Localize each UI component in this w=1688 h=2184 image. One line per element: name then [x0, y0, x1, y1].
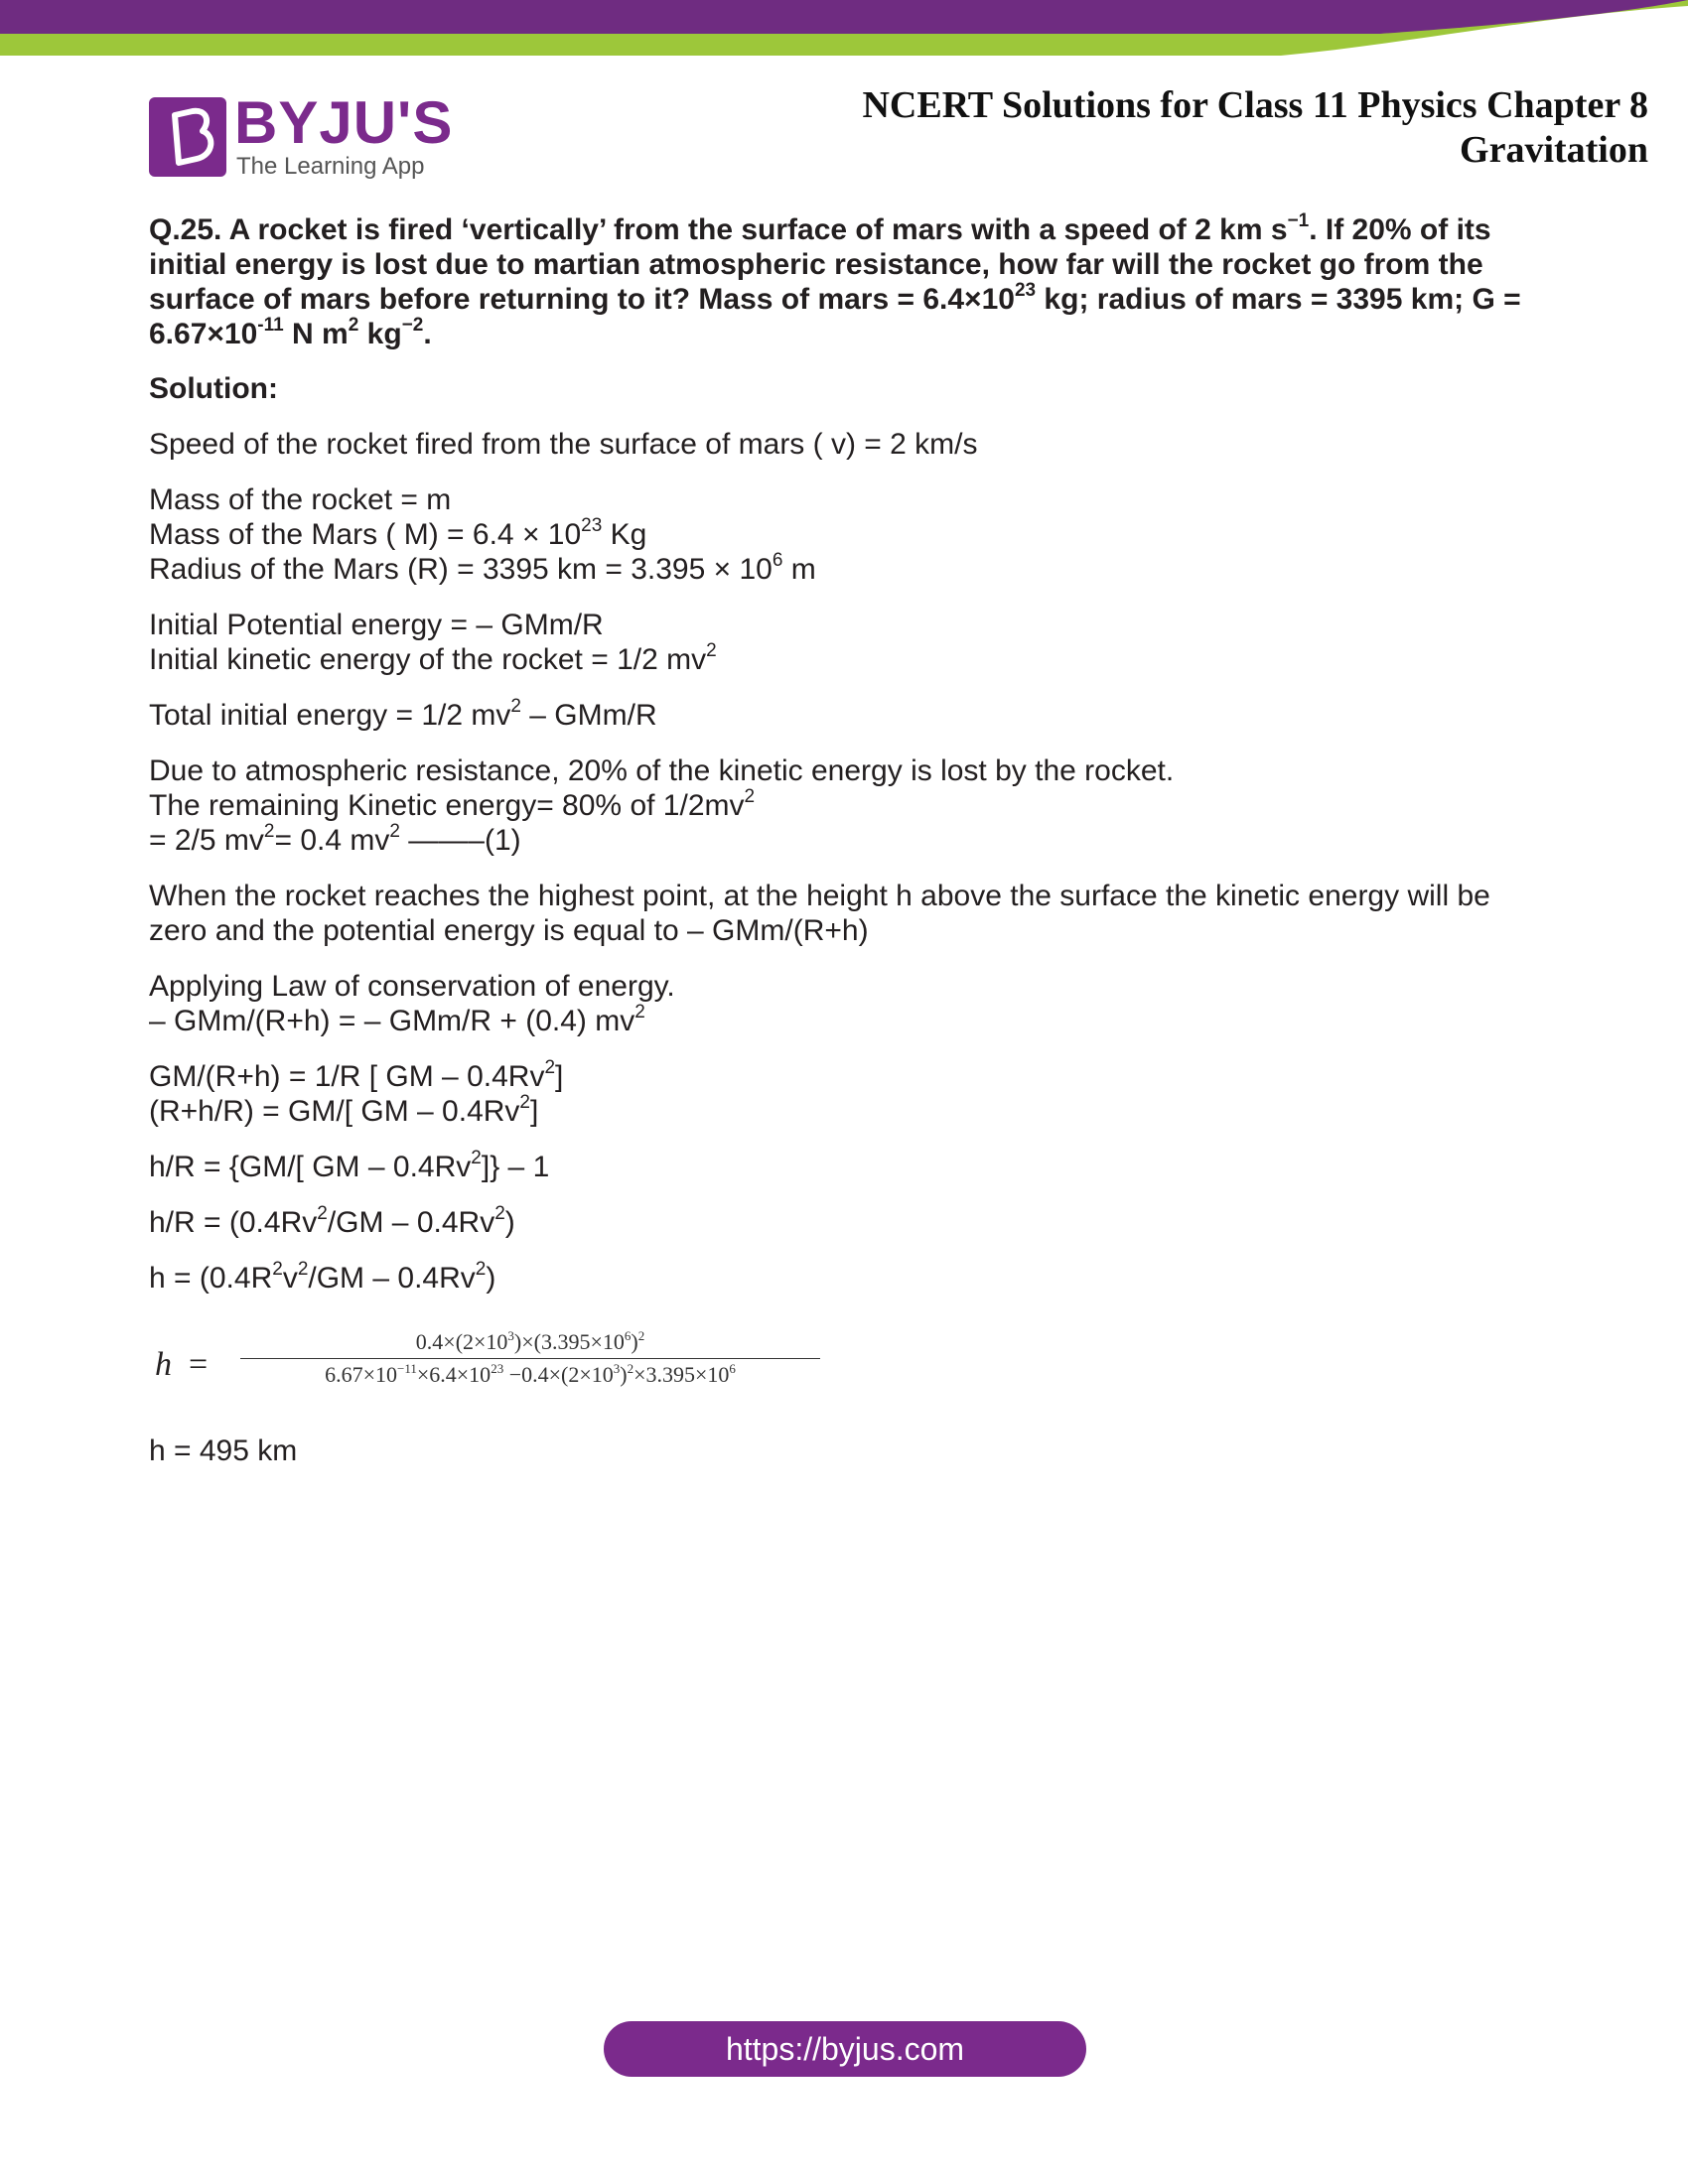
formula-fraction: [240, 1328, 820, 1389]
step-2: (R+h/R) = GM/[ GM – 0.4Rv$^2$]: [149, 1092, 539, 1128]
final-answer: h = 495 km: [149, 1434, 298, 1467]
step-5: $h = (0.4R^2v^2/GM - 0.4Rv^2)$: [149, 1259, 496, 1295]
energy-lines: [149, 608, 1539, 677]
footer-url-link[interactable]: https://byjus.com: [604, 2021, 1086, 2077]
logo-name: BYJU'S: [234, 89, 454, 156]
equation-1-line: = 2/5 $mv^2= 0.4$ $mv^2$ ——–(1): [149, 821, 521, 857]
formula-numerator: $0.4\times(2\times 10^3)\times(3.395\times 10^6)^2$: [240, 1328, 820, 1359]
step-1: GM/(R+h) = 1/R [ GM – 0.4Rv$^2$]: [149, 1057, 564, 1093]
radius-mars-line: Radius of the Mars (R) = 3395 km = $3.395 \times 10^6$ m: [149, 550, 816, 586]
total-energy-line: Total initial energy = 1/2 $mv^2 - GMm/R$: [149, 696, 657, 732]
loss-line: Due to atmospheric resistance, 20% of the kinetic energy is lost by the rocket.: [149, 754, 1175, 787]
header-title-line2: Gravitation: [1460, 129, 1648, 171]
step-1-2: [149, 1059, 1539, 1129]
logo-tagline: The Learning App: [236, 153, 425, 180]
solution-label: Solution:: [149, 372, 278, 405]
conservation-label: Applying Law of conservation of energy.: [149, 970, 675, 1003]
height-formula: [149, 1324, 1539, 1414]
byjus-logo[interactable]: [149, 89, 454, 183]
energy-loss-block: [149, 753, 1539, 858]
logo-b-mark: [149, 97, 226, 177]
content-body: [149, 212, 1539, 1489]
formula-lhs: h: [155, 1346, 172, 1383]
formula-equals: =: [189, 1346, 209, 1383]
kinetic-energy-line: Initial kinetic energy of the rocket = 1/2 $mv^2$: [149, 640, 717, 676]
mass-rocket-line: Mass of the rocket = m: [149, 483, 452, 516]
remaining-ke-line: The remaining Kinetic energy= 80% of $1/2mv^2$: [149, 786, 756, 822]
speed-line: Speed of the rocket fired from the surface of mars ( v) = 2 km/s: [149, 428, 978, 461]
formula-denominator: $6.67\times 10^{-11}\times 6.4\times 10^{23} -0.4\times(2\times 10^3)^2\times 3.395\times 10^6$: [325, 1360, 736, 1387]
given-values: [149, 482, 1539, 587]
conservation-equation: – GMm/(R+h) = – GMm/R + (0.4) $mv^2$: [149, 1002, 645, 1037]
highest-point-text: When the rocket reaches the highest point, at the height h above the surface the kinetic energy will be zero and the potential energy is equal to – GMm/(R+h): [149, 880, 1490, 947]
conservation-block: [149, 969, 1539, 1038]
header-title-line1: NCERT Solutions for Class 11 Physics Chapter 8: [862, 84, 1648, 126]
page-header-title: [755, 83, 1648, 173]
step-4: $h/R = (0.4Rv^2/GM - 0.4Rv^2)$: [149, 1203, 515, 1239]
step-3: h/R = {GM/[ GM – 0.4Rv$^2$]} – 1: [149, 1148, 550, 1183]
question-text: Q.25. A rocket is fired ‘vertically’ from the surface of mars with a speed of 2 km $s^{-1}$. If 20% of its initial energy is lost due to martian atmospheric resistance, how far will the rocket go from the surface of mars before returning to it? Mass of mars = $6.4\times 10^{23}$ kg; radius of mars = 3395 km; $G = 6.67\times 10^{-11}$ N $m^2$ $kg^{-2}$.: [149, 210, 1521, 350]
mass-mars-line: Mass of the Mars ( $M) = 6.4 \times 10^{23}$ Kg: [149, 515, 647, 551]
potential-energy-line: Initial Potential energy = – GMm/R: [149, 609, 604, 641]
top-decorative-band: [0, 0, 1688, 60]
